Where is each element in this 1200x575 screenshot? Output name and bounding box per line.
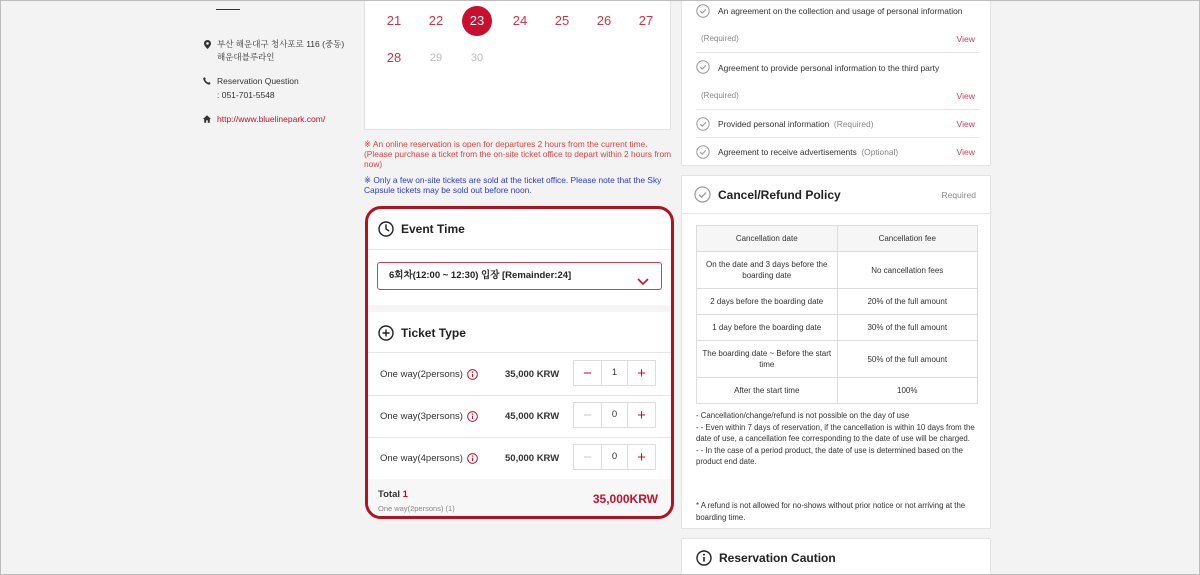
online-reservation-notice: ※ An online reservation is open for departures 2 hours from the current time. (Please purchase a ticket from the on-site ticket office to depart within 2 hours from now): [364, 139, 672, 169]
agreement-label: An agreement on the collection and usage of personal information: [718, 6, 963, 16]
quantity-stepper: [573, 360, 656, 386]
table-cell: 50% of the full amount: [837, 341, 978, 378]
total-summary: [368, 479, 671, 519]
increase-button[interactable]: +: [637, 406, 646, 424]
address-text: 부산 해운대구 청사포로 116 (중동) 해운대블루라인: [217, 39, 345, 62]
reservation-caution-card: [681, 538, 991, 575]
check-circle-icon[interactable]: [696, 4, 710, 18]
calendar-day-disabled: 29: [429, 52, 443, 64]
policy-title: Cancel/Refund Policy: [718, 187, 841, 202]
calendar-day[interactable]: 22: [428, 13, 444, 28]
calendar-day[interactable]: 27: [638, 13, 654, 28]
view-link[interactable]: View: [956, 147, 975, 157]
event-time-select[interactable]: [377, 262, 662, 290]
policy-notes: [696, 410, 981, 468]
table-cell: 30% of the full amount: [837, 315, 978, 341]
total-label: Total: [378, 489, 400, 500]
plus-circle-icon: [378, 325, 394, 341]
event-time-title: Event Time: [401, 222, 465, 236]
quantity-value: 0: [601, 445, 628, 469]
check-circle-icon[interactable]: [694, 186, 711, 203]
clock-icon: [378, 221, 394, 237]
website-link[interactable]: http://www.bluelinepark.com/: [217, 114, 326, 124]
policy-note: - Cancellation/change/refund is not possible on the day of use: [696, 411, 910, 420]
table-cell: 20% of the full amount: [837, 289, 978, 315]
table-row: [697, 378, 978, 404]
table-row: [697, 289, 978, 315]
ticket-row: [368, 353, 671, 395]
divider: [696, 109, 979, 110]
phone-row: [203, 75, 299, 102]
ticket-type-title: Ticket Type: [401, 326, 466, 340]
reservation-question-label: Reservation Question: [217, 76, 299, 86]
calendar-day[interactable]: 26: [596, 13, 612, 28]
policy-note: * A refund is not allowed for no-shows without prior notice or not arriving at the boarding time.: [696, 501, 966, 522]
website-row: [203, 113, 325, 126]
table-header-row: [697, 226, 978, 252]
info-icon: [696, 550, 712, 566]
check-circle-icon[interactable]: [696, 145, 710, 159]
total-breakdown: One way(2persons) (1): [378, 504, 455, 513]
agreements-card: [681, 0, 991, 166]
ticket-name: One way(3persons): [380, 411, 463, 422]
view-link[interactable]: View: [956, 34, 975, 44]
divider: [682, 213, 990, 214]
table-cell: The boarding date ~ Before the start time: [697, 341, 838, 378]
table-cell: 2 days before the boarding date: [697, 289, 838, 315]
agreement-required: (Required): [833, 119, 874, 129]
calendar-day[interactable]: 25: [554, 13, 570, 28]
cancellation-fee-table: [696, 225, 978, 404]
decrease-button[interactable]: −: [583, 406, 592, 424]
policy-header: [694, 186, 841, 203]
ticket-row: [368, 395, 671, 437]
policy-note: - - Even within 7 days of reservation, if the cancellation is within 10 days from the date of use, a cancellation fee corresponding to the date of use will be charged.: [696, 422, 975, 443]
view-link[interactable]: View: [956, 91, 975, 101]
address-row: [203, 38, 347, 64]
ticket-type-header: [378, 325, 466, 341]
info-icon[interactable]: [467, 453, 478, 464]
ticket-row: [368, 437, 671, 479]
table-cell: After the start time: [697, 378, 838, 404]
ticket-name: One way(2persons): [380, 369, 463, 380]
ticket-price: 50,000 KRW: [505, 453, 560, 464]
agreement-label: Agreement to provide personal information to the third party: [718, 63, 940, 73]
sky-capsule-notice: ※ Only a few on-site tickets are sold at the ticket office. Please note that the Sky Capsule tickets may be sold out before noon.: [364, 175, 662, 195]
calendar-day[interactable]: 21: [386, 13, 402, 28]
table-cell: 1 day before the boarding date: [697, 315, 838, 341]
event-time-header: [378, 221, 465, 237]
table-row: [697, 252, 978, 289]
booking-panel: [365, 206, 674, 519]
agreement-required: (Required): [701, 34, 739, 43]
agreement-optional: (Optional): [861, 147, 899, 157]
home-icon: [203, 113, 211, 126]
refund-policy-card: [681, 175, 991, 529]
policy-note: - - In the case of a period product, the date of use is determined based on the product end date.: [696, 445, 963, 466]
calendar-day-selected[interactable]: 23: [462, 6, 492, 36]
divider: [696, 137, 979, 138]
check-circle-icon[interactable]: [696, 60, 710, 74]
table-cell: No cancellation fees: [837, 252, 978, 289]
ticket-price: 35,000 KRW: [505, 369, 560, 380]
calendar-day[interactable]: 28: [386, 50, 402, 65]
table-header: Cancellation date: [697, 226, 838, 252]
table-cell: 100%: [837, 378, 978, 404]
info-icon[interactable]: [467, 369, 478, 380]
total-amount: 35,000KRW: [592, 492, 658, 506]
divider: [368, 249, 671, 250]
table-row: [697, 341, 978, 378]
location-pin-icon: [203, 38, 211, 64]
quantity-stepper: [573, 444, 656, 470]
total-count: 1: [402, 489, 408, 500]
agreement-label: Agreement to receive advertisements: [718, 147, 857, 157]
calendar-day-disabled: 30: [470, 52, 484, 64]
info-icon[interactable]: [467, 411, 478, 422]
quantity-stepper: [573, 402, 656, 428]
quantity-value: 0: [601, 403, 628, 427]
table-cell: On the date and 3 days before the boarding date: [697, 252, 838, 289]
ticket-price: 45,000 KRW: [505, 411, 560, 422]
ticket-name: One way(4persons): [380, 453, 463, 464]
divider: [216, 9, 240, 10]
event-time-value: 6회차(12:00 ~ 12:30) 입장 [Remainder:24]: [389, 270, 572, 281]
section-gap: [368, 305, 671, 312]
increase-button[interactable]: +: [637, 448, 646, 466]
policy-required: Required: [941, 190, 976, 200]
divider: [696, 52, 979, 53]
calendar-day[interactable]: 24: [512, 13, 528, 28]
agreement-required: (Required): [701, 91, 739, 100]
check-circle-icon[interactable]: [696, 117, 710, 131]
caution-title: Reservation Caution: [719, 551, 836, 565]
phone-number[interactable]: : 051-701-5548: [217, 90, 275, 100]
chevron-down-icon: [637, 271, 649, 297]
decrease-button[interactable]: −: [583, 448, 592, 466]
table-row: [697, 315, 978, 341]
increase-button[interactable]: +: [637, 364, 646, 382]
phone-icon: [203, 75, 211, 102]
view-link[interactable]: View: [956, 119, 975, 129]
table-header: Cancellation fee: [837, 226, 978, 252]
decrease-button[interactable]: −: [583, 364, 592, 382]
calendar: [364, 0, 671, 130]
quantity-value: 1: [601, 361, 628, 385]
agreement-label: Provided personal information: [718, 119, 830, 129]
